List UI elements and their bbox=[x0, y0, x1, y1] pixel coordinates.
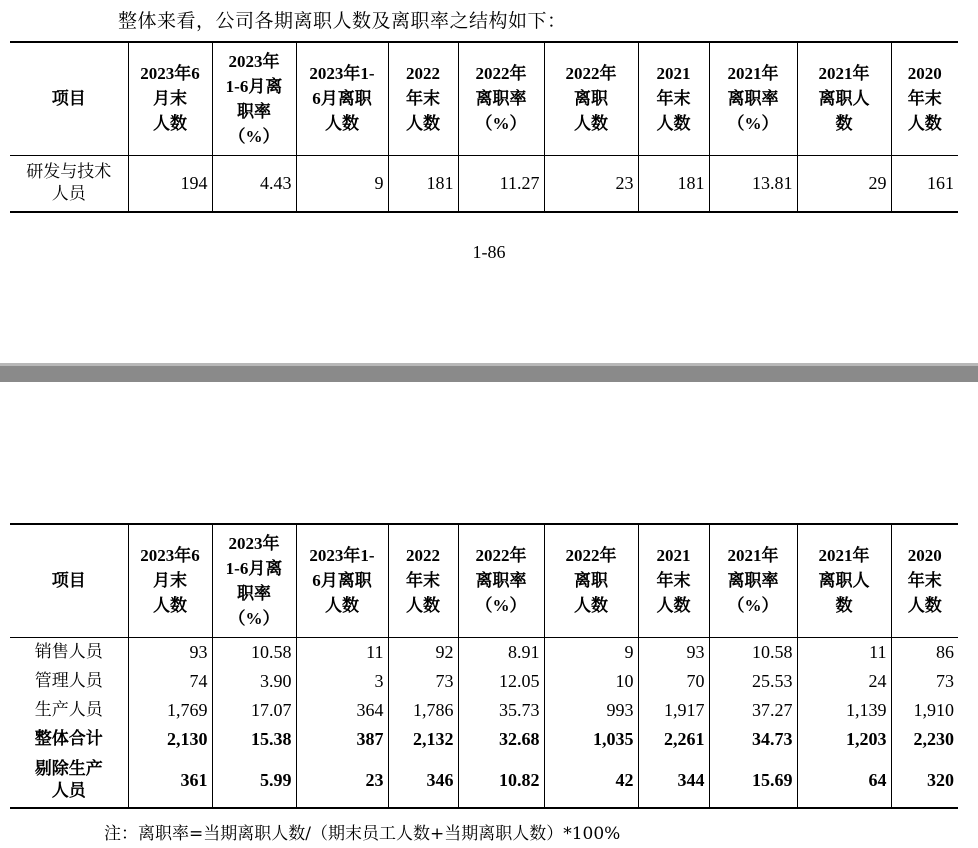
table-cell: 74 bbox=[128, 666, 212, 695]
table-cell: 344 bbox=[638, 753, 709, 808]
table-cell: 70 bbox=[638, 666, 709, 695]
table-cell: 194 bbox=[128, 155, 212, 212]
table-cell: 320 bbox=[891, 753, 958, 808]
table-cell: 161 bbox=[891, 155, 958, 212]
row-label: 管理人员 bbox=[10, 666, 128, 695]
column-header: 2021年 离职率 （%） bbox=[709, 42, 797, 155]
table-row bbox=[10, 753, 958, 808]
column-header: 2021年 离职率 （%） bbox=[709, 524, 797, 637]
table-cell: 92 bbox=[388, 637, 458, 666]
table-cell: 1,910 bbox=[891, 695, 958, 724]
table-cell: 1,786 bbox=[388, 695, 458, 724]
table-cell: 42 bbox=[544, 753, 638, 808]
table-cell: 364 bbox=[296, 695, 388, 724]
column-header: 2022年 离职 人数 bbox=[544, 524, 638, 637]
table-cell: 64 bbox=[797, 753, 891, 808]
column-header: 2023年1- 6月离职 人数 bbox=[296, 524, 388, 637]
column-header: 2022年 离职率 （%） bbox=[458, 42, 544, 155]
column-header: 2023年1- 6月离职 人数 bbox=[296, 42, 388, 155]
column-header: 2022年 离职率 （%） bbox=[458, 524, 544, 637]
table-row bbox=[10, 695, 958, 724]
table-cell: 73 bbox=[891, 666, 958, 695]
column-header: 项目 bbox=[10, 524, 128, 637]
table-cell: 1,139 bbox=[797, 695, 891, 724]
row-label: 研发与技术 人员 bbox=[10, 155, 128, 212]
row-label: 剔除生产 人员 bbox=[10, 753, 128, 808]
table-cell: 10.82 bbox=[458, 753, 544, 808]
table-cell: 13.81 bbox=[709, 155, 797, 212]
table-cell: 93 bbox=[638, 637, 709, 666]
column-header: 2020 年末 人数 bbox=[891, 42, 958, 155]
column-header: 2023年 1-6月离 职率 （%） bbox=[212, 524, 296, 637]
column-header: 2021年 离职人 数 bbox=[797, 524, 891, 637]
table-cell: 10.58 bbox=[212, 637, 296, 666]
table-cell: 10.58 bbox=[709, 637, 797, 666]
table-cell: 181 bbox=[638, 155, 709, 212]
table-cell: 25.53 bbox=[709, 666, 797, 695]
column-header: 2022 年末 人数 bbox=[388, 524, 458, 637]
table-row bbox=[10, 155, 958, 212]
table-row bbox=[10, 637, 958, 666]
table-cell: 5.99 bbox=[212, 753, 296, 808]
table-cell: 17.07 bbox=[212, 695, 296, 724]
table-cell: 2,132 bbox=[388, 724, 458, 753]
column-header: 2020 年末 人数 bbox=[891, 524, 958, 637]
table-cell: 10 bbox=[544, 666, 638, 695]
table-cell: 11.27 bbox=[458, 155, 544, 212]
table-cell: 29 bbox=[797, 155, 891, 212]
table-cell: 9 bbox=[296, 155, 388, 212]
page-divider bbox=[0, 363, 978, 382]
table-cell: 35.73 bbox=[458, 695, 544, 724]
table-cell: 346 bbox=[388, 753, 458, 808]
table-cell: 8.91 bbox=[458, 637, 544, 666]
table-cell: 73 bbox=[388, 666, 458, 695]
footnote: 注：离职率=当期离职人数/（期末员工人数+当期离职人数）*100% bbox=[104, 824, 621, 844]
column-header: 2022 年末 人数 bbox=[388, 42, 458, 155]
table-cell: 181 bbox=[388, 155, 458, 212]
column-header: 2021年 离职人 数 bbox=[797, 42, 891, 155]
row-label: 整体合计 bbox=[10, 724, 128, 753]
table-cell: 2,261 bbox=[638, 724, 709, 753]
table-cell: 993 bbox=[544, 695, 638, 724]
column-header: 项目 bbox=[10, 42, 128, 155]
table-cell: 11 bbox=[797, 637, 891, 666]
turnover-table-bottom bbox=[10, 523, 958, 809]
table-cell: 3.90 bbox=[212, 666, 296, 695]
table-cell: 37.27 bbox=[709, 695, 797, 724]
table-cell: 15.38 bbox=[212, 724, 296, 753]
table-header bbox=[10, 524, 958, 637]
table-cell: 23 bbox=[296, 753, 388, 808]
table-cell: 2,230 bbox=[891, 724, 958, 753]
table-cell: 1,769 bbox=[128, 695, 212, 724]
table-cell: 12.05 bbox=[458, 666, 544, 695]
column-header: 2022年 离职 人数 bbox=[544, 42, 638, 155]
turnover-table-top bbox=[10, 41, 958, 213]
table-cell: 24 bbox=[797, 666, 891, 695]
table-cell: 93 bbox=[128, 637, 212, 666]
column-header: 2021 年末 人数 bbox=[638, 42, 709, 155]
column-header: 2021 年末 人数 bbox=[638, 524, 709, 637]
table-row bbox=[10, 724, 958, 753]
table-cell: 9 bbox=[544, 637, 638, 666]
table-cell: 1,203 bbox=[797, 724, 891, 753]
column-header: 2023年6 月末 人数 bbox=[128, 42, 212, 155]
table-cell: 23 bbox=[544, 155, 638, 212]
page-number: 1-86 bbox=[472, 242, 506, 262]
table-cell: 32.68 bbox=[458, 724, 544, 753]
table-cell: 2,130 bbox=[128, 724, 212, 753]
table-cell: 1,035 bbox=[544, 724, 638, 753]
column-header: 2023年 1-6月离 职率 （%） bbox=[212, 42, 296, 155]
table-cell: 15.69 bbox=[709, 753, 797, 808]
column-header: 2023年6 月末 人数 bbox=[128, 524, 212, 637]
table-cell: 3 bbox=[296, 666, 388, 695]
table-cell: 361 bbox=[128, 753, 212, 808]
table-header bbox=[10, 42, 958, 155]
table-row bbox=[10, 666, 958, 695]
table-cell: 34.73 bbox=[709, 724, 797, 753]
table-cell: 4.43 bbox=[212, 155, 296, 212]
table-cell: 387 bbox=[296, 724, 388, 753]
table-cell: 86 bbox=[891, 637, 958, 666]
row-label: 生产人员 bbox=[10, 695, 128, 724]
table-cell: 11 bbox=[296, 637, 388, 666]
intro-text: 整体来看，公司各期离职人数及离职率之结构如下： bbox=[118, 10, 567, 32]
row-label: 销售人员 bbox=[10, 637, 128, 666]
table-cell: 1,917 bbox=[638, 695, 709, 724]
